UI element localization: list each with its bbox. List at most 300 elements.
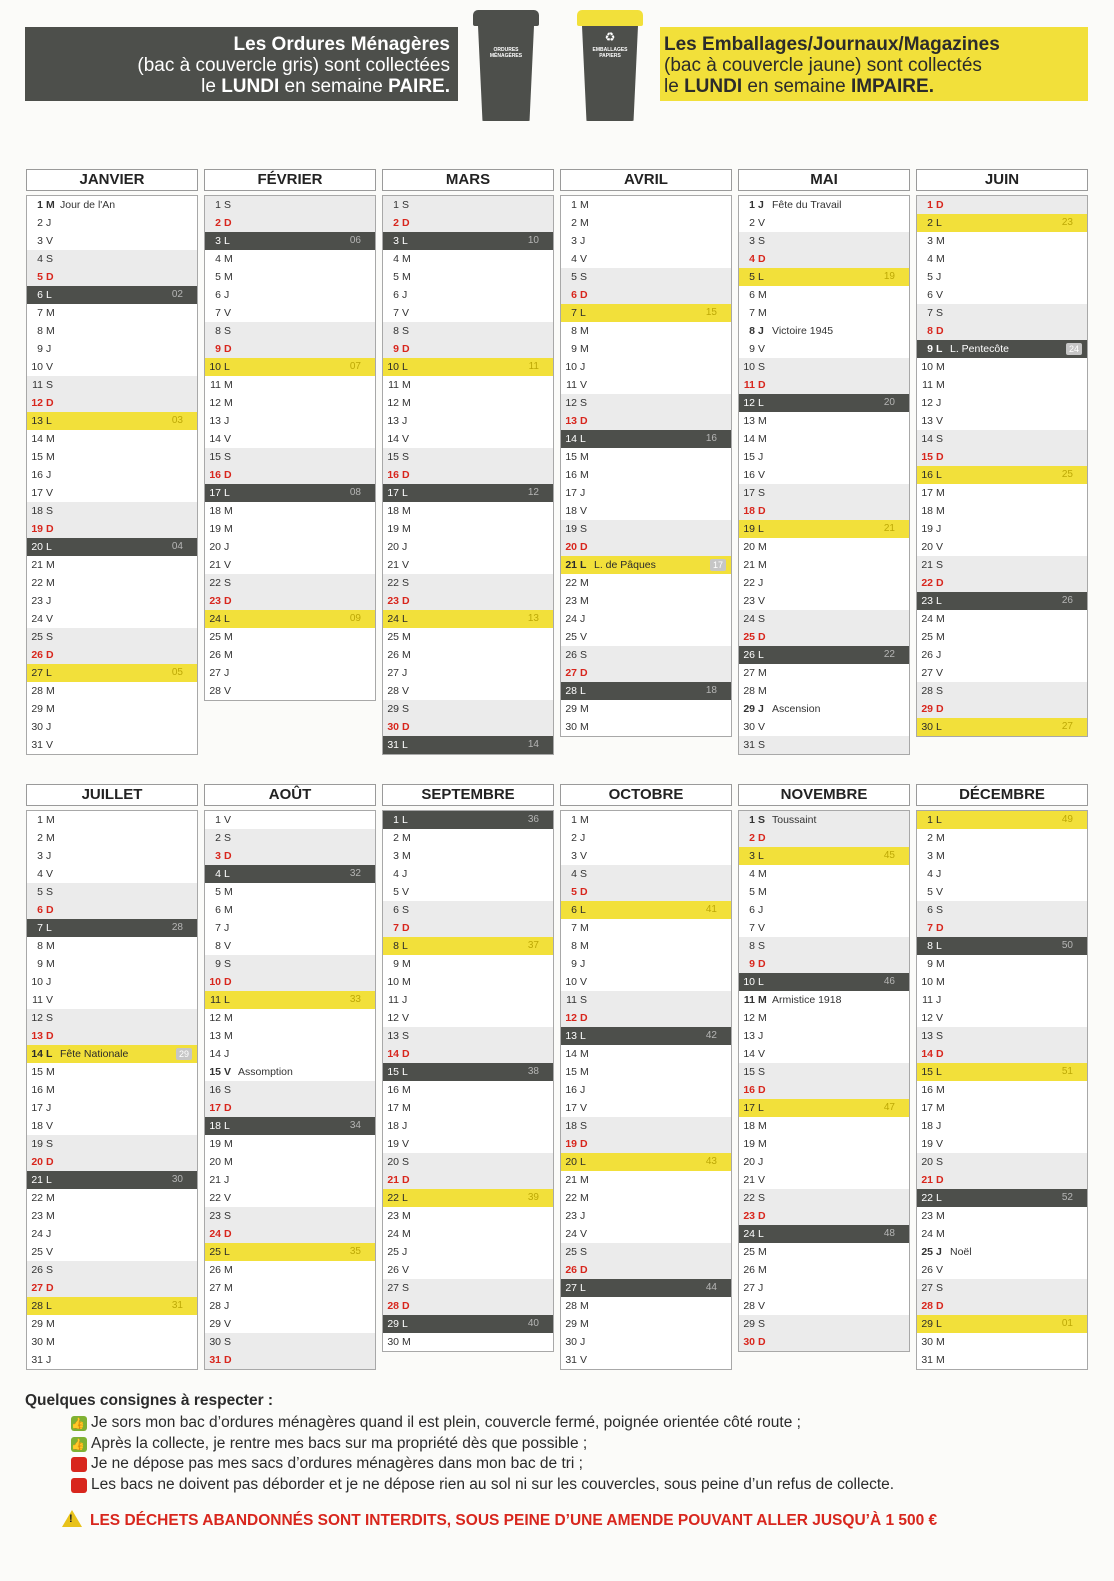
day-row bbox=[383, 901, 553, 919]
day-row bbox=[561, 664, 731, 682]
weekday-letter: S bbox=[758, 613, 766, 625]
day-row bbox=[561, 901, 731, 919]
weekday-letter: J bbox=[758, 577, 764, 589]
weekday-letter: M bbox=[758, 1264, 767, 1276]
day-row bbox=[205, 448, 375, 466]
weekday-letter: D bbox=[46, 271, 54, 283]
day-number: 21 bbox=[921, 1174, 933, 1186]
weekday-letter: L bbox=[224, 1120, 230, 1132]
day-number: 16 bbox=[565, 469, 577, 481]
weekday-letter: V bbox=[46, 613, 54, 625]
day-row bbox=[739, 700, 909, 718]
day-number: 10 bbox=[209, 976, 221, 988]
day-row bbox=[561, 973, 731, 991]
day-number: 20 bbox=[387, 1156, 399, 1168]
day-number: 22 bbox=[209, 577, 221, 589]
day-number: 3 bbox=[927, 850, 933, 862]
weekday-letter: M bbox=[224, 904, 233, 916]
week-number: 25 bbox=[1061, 469, 1073, 480]
day-number: 11 bbox=[32, 994, 43, 1006]
day-row bbox=[27, 322, 197, 340]
weekday-letter: J bbox=[936, 271, 942, 283]
day-number: 14 bbox=[209, 433, 221, 445]
weekday-letter: S bbox=[402, 1156, 410, 1168]
day-number: 22 bbox=[31, 1192, 43, 1204]
day-row bbox=[205, 973, 375, 991]
weekday-letter: M bbox=[224, 379, 233, 391]
day-number: 9 bbox=[37, 958, 43, 970]
weekday-letter: M bbox=[402, 649, 411, 661]
day-number: 7 bbox=[215, 307, 221, 319]
weekday-letter: L bbox=[580, 1030, 586, 1042]
day-number: 22 bbox=[209, 1192, 221, 1204]
day-row bbox=[205, 610, 375, 628]
weekday-letter: L bbox=[402, 940, 408, 952]
month-title: MARS bbox=[382, 169, 554, 191]
day-row bbox=[383, 1171, 553, 1189]
month-title: NOVEMBRE bbox=[738, 784, 910, 806]
day-number: 20 bbox=[743, 541, 755, 553]
day-row bbox=[739, 973, 909, 991]
week-number: 36 bbox=[527, 814, 539, 825]
day-row bbox=[739, 520, 909, 538]
weekday-letter: M bbox=[580, 325, 589, 337]
weekday-letter: L bbox=[402, 1066, 408, 1078]
day-row bbox=[205, 556, 375, 574]
day-number: 28 bbox=[565, 1300, 577, 1312]
day-number: 2 bbox=[571, 832, 577, 844]
day-number: 30 bbox=[743, 1336, 755, 1348]
day-number: 1 bbox=[37, 814, 43, 826]
day-row bbox=[205, 883, 375, 901]
day-number: 21 bbox=[31, 559, 43, 571]
day-row bbox=[739, 466, 909, 484]
day-row bbox=[383, 1297, 553, 1315]
weekday-letter: V bbox=[758, 469, 766, 481]
day-row bbox=[27, 538, 197, 556]
weekday-letter: S bbox=[224, 577, 232, 589]
day-row bbox=[205, 1189, 375, 1207]
day-list bbox=[560, 195, 732, 737]
day-row bbox=[917, 883, 1087, 901]
weekday-letter: V bbox=[224, 307, 232, 319]
day-row bbox=[383, 196, 553, 214]
day-number: 25 bbox=[387, 631, 399, 643]
day-number: 12 bbox=[743, 397, 755, 409]
day-number: 9 bbox=[393, 958, 399, 970]
weekday-letter: S bbox=[224, 1084, 232, 1096]
weekday-letter: M bbox=[224, 271, 233, 283]
day-row bbox=[561, 829, 731, 847]
weekday-letter: S bbox=[224, 1210, 232, 1222]
day-row bbox=[27, 232, 197, 250]
day-list bbox=[382, 810, 554, 1352]
weekday-letter: S bbox=[402, 577, 410, 589]
month-7 bbox=[26, 784, 198, 1370]
weekday-letter: M bbox=[936, 487, 945, 499]
week-number: 11 bbox=[528, 361, 539, 372]
day-number: 23 bbox=[921, 595, 933, 607]
day-row bbox=[739, 340, 909, 358]
day-number: 18 bbox=[743, 505, 755, 517]
week-number: 06 bbox=[349, 235, 361, 246]
day-row bbox=[917, 538, 1087, 556]
weekday-letter: D bbox=[402, 595, 410, 607]
day-row bbox=[27, 1207, 197, 1225]
weekday-letter: S bbox=[580, 649, 588, 661]
weekday-letter: D bbox=[758, 631, 766, 643]
day-number: 15 bbox=[209, 1066, 221, 1078]
day-row bbox=[561, 700, 731, 718]
day-number: 11 bbox=[566, 379, 577, 391]
weekday-letter: L bbox=[224, 1246, 230, 1258]
weekday-letter: M bbox=[224, 1030, 233, 1042]
day-row bbox=[561, 1333, 731, 1351]
day-number: 27 bbox=[565, 1282, 577, 1294]
day-row bbox=[739, 1117, 909, 1135]
day-row bbox=[561, 1027, 731, 1045]
week-number: 19 bbox=[883, 271, 895, 282]
day-number: 13 bbox=[209, 415, 221, 427]
week-number: 30 bbox=[171, 1174, 183, 1185]
day-number: 12 bbox=[209, 397, 221, 409]
day-row bbox=[917, 1171, 1087, 1189]
day-number: 1 bbox=[215, 814, 221, 826]
day-row bbox=[27, 412, 197, 430]
rule-item bbox=[25, 1413, 1085, 1434]
day-number: 7 bbox=[749, 922, 755, 934]
day-number: 13 bbox=[743, 415, 755, 427]
day-row bbox=[561, 592, 731, 610]
weekday-letter: S bbox=[224, 325, 232, 337]
day-number: 9 bbox=[393, 343, 399, 355]
weekday-letter: S bbox=[402, 1030, 410, 1042]
month-12 bbox=[916, 784, 1088, 1370]
day-number: 5 bbox=[571, 271, 577, 283]
weekday-letter: L bbox=[46, 1300, 52, 1312]
day-row bbox=[917, 196, 1087, 214]
bin-lid bbox=[577, 10, 643, 26]
day-number: 29 bbox=[921, 1318, 933, 1330]
day-number: 18 bbox=[743, 1120, 755, 1132]
day-number: 10 bbox=[565, 976, 577, 988]
weekday-letter: M bbox=[46, 685, 55, 697]
weekday-letter: D bbox=[224, 1228, 232, 1240]
day-number: 18 bbox=[209, 505, 221, 517]
weekday-letter: S bbox=[936, 433, 944, 445]
day-row bbox=[205, 1153, 375, 1171]
weekday-letter: M bbox=[224, 397, 233, 409]
day-number: 17 bbox=[743, 1102, 755, 1114]
day-number: 29 bbox=[743, 703, 755, 715]
day-number: 10 bbox=[209, 361, 221, 373]
day-row bbox=[205, 628, 375, 646]
month-title: AOÛT bbox=[204, 784, 376, 806]
day-row bbox=[27, 1045, 197, 1063]
weekday-letter: D bbox=[758, 379, 766, 391]
day-row bbox=[205, 322, 375, 340]
day-row bbox=[561, 304, 731, 322]
week-number: 34 bbox=[349, 1120, 361, 1131]
day-number: 8 bbox=[927, 940, 933, 952]
weekday-letter: V bbox=[402, 559, 410, 571]
day-row bbox=[917, 1243, 1087, 1261]
day-row bbox=[27, 1333, 197, 1351]
day-row bbox=[561, 955, 731, 973]
day-number: 19 bbox=[565, 1138, 577, 1150]
day-number: 12 bbox=[921, 397, 933, 409]
holiday-label: Jour de l'An bbox=[60, 199, 116, 211]
day-row bbox=[27, 718, 197, 736]
weekday-letter: M bbox=[758, 886, 767, 898]
day-number: 11 bbox=[743, 379, 755, 391]
week-number: 26 bbox=[1061, 595, 1073, 606]
day-row bbox=[27, 610, 197, 628]
month-title: JUILLET bbox=[26, 784, 198, 806]
day-number: 12 bbox=[387, 1012, 399, 1024]
weekday-letter: S bbox=[46, 253, 54, 265]
day-number: 8 bbox=[927, 325, 933, 337]
day-row bbox=[739, 1135, 909, 1153]
day-row bbox=[205, 214, 375, 232]
day-number: 13 bbox=[565, 1030, 577, 1042]
weekday-letter: M bbox=[936, 631, 945, 643]
weekday-letter: D bbox=[224, 1102, 232, 1114]
weekday-letter: V bbox=[758, 343, 766, 355]
day-number: 4 bbox=[37, 253, 43, 265]
weekday-letter: V bbox=[758, 721, 766, 733]
day-row bbox=[561, 574, 731, 592]
weekday-letter: L bbox=[402, 1192, 408, 1204]
weekday-letter: J bbox=[936, 1246, 942, 1258]
day-row bbox=[27, 268, 197, 286]
day-row bbox=[383, 1261, 553, 1279]
weekday-letter: L bbox=[46, 1048, 53, 1060]
day-number: 20 bbox=[209, 1156, 221, 1168]
day-row bbox=[205, 811, 375, 829]
month-title: FÉVRIER bbox=[204, 169, 376, 191]
day-number: 29 bbox=[565, 1318, 577, 1330]
day-list bbox=[738, 195, 910, 755]
weekday-letter: J bbox=[46, 850, 52, 862]
day-row bbox=[205, 304, 375, 322]
day-number: 5 bbox=[393, 886, 399, 898]
day-number: 30 bbox=[387, 721, 399, 733]
day-number: 2 bbox=[393, 832, 399, 844]
weekday-letter: D bbox=[758, 1210, 766, 1222]
day-row bbox=[917, 1153, 1087, 1171]
weekday-letter: D bbox=[46, 523, 54, 535]
week-number: 20 bbox=[883, 397, 895, 408]
day-number: 8 bbox=[37, 325, 43, 337]
day-row bbox=[383, 955, 553, 973]
day-number: 11 bbox=[32, 379, 43, 391]
rule-text: Après la collecte, je rentre mes bacs sur ma propriété dès que possible ; bbox=[91, 1434, 588, 1452]
weekday-letter: D bbox=[224, 217, 232, 229]
day-number: 13 bbox=[921, 415, 933, 427]
weekday-letter: V bbox=[224, 559, 232, 571]
weekday-letter: L bbox=[46, 289, 52, 301]
month-title: AVRIL bbox=[560, 169, 732, 191]
holiday-label: L. Pentecôte bbox=[950, 343, 1009, 355]
weekday-letter: M bbox=[758, 1120, 767, 1132]
day-row bbox=[205, 376, 375, 394]
day-row bbox=[739, 304, 909, 322]
weekday-letter: M bbox=[936, 976, 945, 988]
day-row bbox=[383, 973, 553, 991]
day-number: 21 bbox=[387, 1174, 399, 1186]
day-row bbox=[383, 1207, 553, 1225]
yellow-banner-line1: Les Emballages/Journaux/Magazines bbox=[664, 34, 1000, 55]
day-number: 27 bbox=[209, 667, 221, 679]
day-row bbox=[27, 1315, 197, 1333]
day-row bbox=[561, 538, 731, 556]
day-number: 22 bbox=[565, 577, 577, 589]
day-number: 11 bbox=[743, 994, 755, 1006]
day-number: 9 bbox=[571, 343, 577, 355]
weekday-letter: S bbox=[402, 451, 410, 463]
day-number: 20 bbox=[921, 1156, 933, 1168]
yellow-banner-line3 bbox=[664, 76, 1088, 97]
day-row bbox=[561, 1045, 731, 1063]
day-number: 14 bbox=[209, 1048, 221, 1060]
weekday-letter: L bbox=[758, 523, 764, 535]
day-row bbox=[27, 556, 197, 574]
day-row bbox=[917, 430, 1087, 448]
weekday-letter: S bbox=[580, 523, 588, 535]
day-number: 27 bbox=[921, 667, 933, 679]
day-number: 21 bbox=[565, 1174, 577, 1186]
month-title: OCTOBRE bbox=[560, 784, 732, 806]
weekday-letter: L bbox=[402, 613, 408, 625]
weekday-letter: L bbox=[758, 1228, 764, 1240]
weekday-letter: D bbox=[758, 1336, 766, 1348]
day-list bbox=[916, 195, 1088, 737]
day-number: 6 bbox=[215, 904, 221, 916]
day-number: 22 bbox=[921, 1192, 933, 1204]
day-number: 15 bbox=[565, 1066, 577, 1078]
day-number: 7 bbox=[571, 922, 577, 934]
day-number: 2 bbox=[37, 217, 43, 229]
day-number: 26 bbox=[743, 1264, 755, 1276]
day-row bbox=[739, 1189, 909, 1207]
weekday-letter: S bbox=[936, 904, 944, 916]
day-number: 17 bbox=[565, 1102, 577, 1114]
day-row bbox=[561, 811, 731, 829]
weekday-letter: S bbox=[46, 631, 54, 643]
weekday-letter: J bbox=[46, 343, 52, 355]
week-number: 42 bbox=[705, 1030, 717, 1041]
day-row bbox=[205, 901, 375, 919]
day-number: 19 bbox=[565, 523, 577, 535]
day-row bbox=[739, 538, 909, 556]
day-number: 14 bbox=[743, 1048, 755, 1060]
day-number: 28 bbox=[209, 685, 221, 697]
weekday-letter: J bbox=[46, 1102, 52, 1114]
day-row bbox=[27, 865, 197, 883]
weekday-letter: L bbox=[758, 976, 764, 988]
weekday-letter: V bbox=[402, 433, 410, 445]
day-number: 23 bbox=[565, 1210, 577, 1222]
gray-bin-label: ORDURES MÉNAGÈRES bbox=[489, 47, 523, 59]
day-row bbox=[383, 1189, 553, 1207]
day-row bbox=[27, 1297, 197, 1315]
weekday-letter: L bbox=[46, 922, 52, 934]
day-row bbox=[739, 937, 909, 955]
weekday-letter: L bbox=[580, 433, 586, 445]
weekday-letter: V bbox=[46, 994, 54, 1006]
weekday-letter: S bbox=[46, 886, 54, 898]
weekday-letter: M bbox=[46, 958, 55, 970]
day-number: 25 bbox=[31, 1246, 43, 1258]
day-row bbox=[917, 955, 1087, 973]
day-row bbox=[561, 1081, 731, 1099]
day-number: 14 bbox=[565, 1048, 577, 1060]
day-number: 14 bbox=[565, 433, 577, 445]
weekday-letter: J bbox=[936, 1120, 942, 1132]
day-row bbox=[739, 214, 909, 232]
weekday-letter: S bbox=[46, 1264, 54, 1276]
day-number: 14 bbox=[387, 433, 399, 445]
weekday-letter: L bbox=[46, 541, 52, 553]
day-row bbox=[917, 847, 1087, 865]
month-title: JANVIER bbox=[26, 169, 198, 191]
weekday-letter: J bbox=[580, 487, 586, 499]
weekday-letter: M bbox=[224, 523, 233, 535]
day-number: 20 bbox=[743, 1156, 755, 1168]
week-number: 39 bbox=[527, 1192, 539, 1203]
day-number: 8 bbox=[393, 325, 399, 337]
day-row bbox=[383, 376, 553, 394]
weekday-letter: J bbox=[580, 1336, 586, 1348]
day-number: 2 bbox=[37, 832, 43, 844]
day-number: 18 bbox=[565, 505, 577, 517]
day-row bbox=[739, 664, 909, 682]
day-row bbox=[205, 829, 375, 847]
day-number: 16 bbox=[565, 1084, 577, 1096]
day-number: 21 bbox=[921, 559, 933, 571]
day-row bbox=[917, 574, 1087, 592]
day-number: 6 bbox=[571, 904, 577, 916]
weekday-letter: V bbox=[580, 379, 588, 391]
weekday-letter: M bbox=[758, 1138, 767, 1150]
week-number: 21 bbox=[883, 523, 895, 534]
day-row bbox=[383, 628, 553, 646]
weekday-letter: V bbox=[936, 1012, 944, 1024]
weekday-letter: M bbox=[758, 685, 767, 697]
yellow-banner-line2: (bac à couvercle jaune) sont collectés bbox=[664, 55, 982, 76]
weekday-letter: L bbox=[758, 397, 764, 409]
day-row bbox=[561, 919, 731, 937]
day-number: 4 bbox=[571, 868, 577, 880]
day-row bbox=[27, 1135, 197, 1153]
weekday-letter: M bbox=[936, 613, 945, 625]
day-row bbox=[205, 991, 375, 1009]
yellow-bin-icon bbox=[577, 10, 643, 122]
day-row bbox=[561, 556, 731, 574]
day-number: 26 bbox=[387, 1264, 399, 1276]
weekday-letter: J bbox=[402, 868, 408, 880]
gray-bin-banner bbox=[25, 27, 458, 101]
day-number: 20 bbox=[31, 541, 43, 553]
day-number: 15 bbox=[209, 451, 221, 463]
day-row bbox=[27, 1153, 197, 1171]
rule-item bbox=[25, 1454, 1085, 1475]
day-row bbox=[739, 1279, 909, 1297]
day-row bbox=[739, 1171, 909, 1189]
weekday-letter: J bbox=[224, 1048, 230, 1060]
day-row bbox=[917, 232, 1087, 250]
